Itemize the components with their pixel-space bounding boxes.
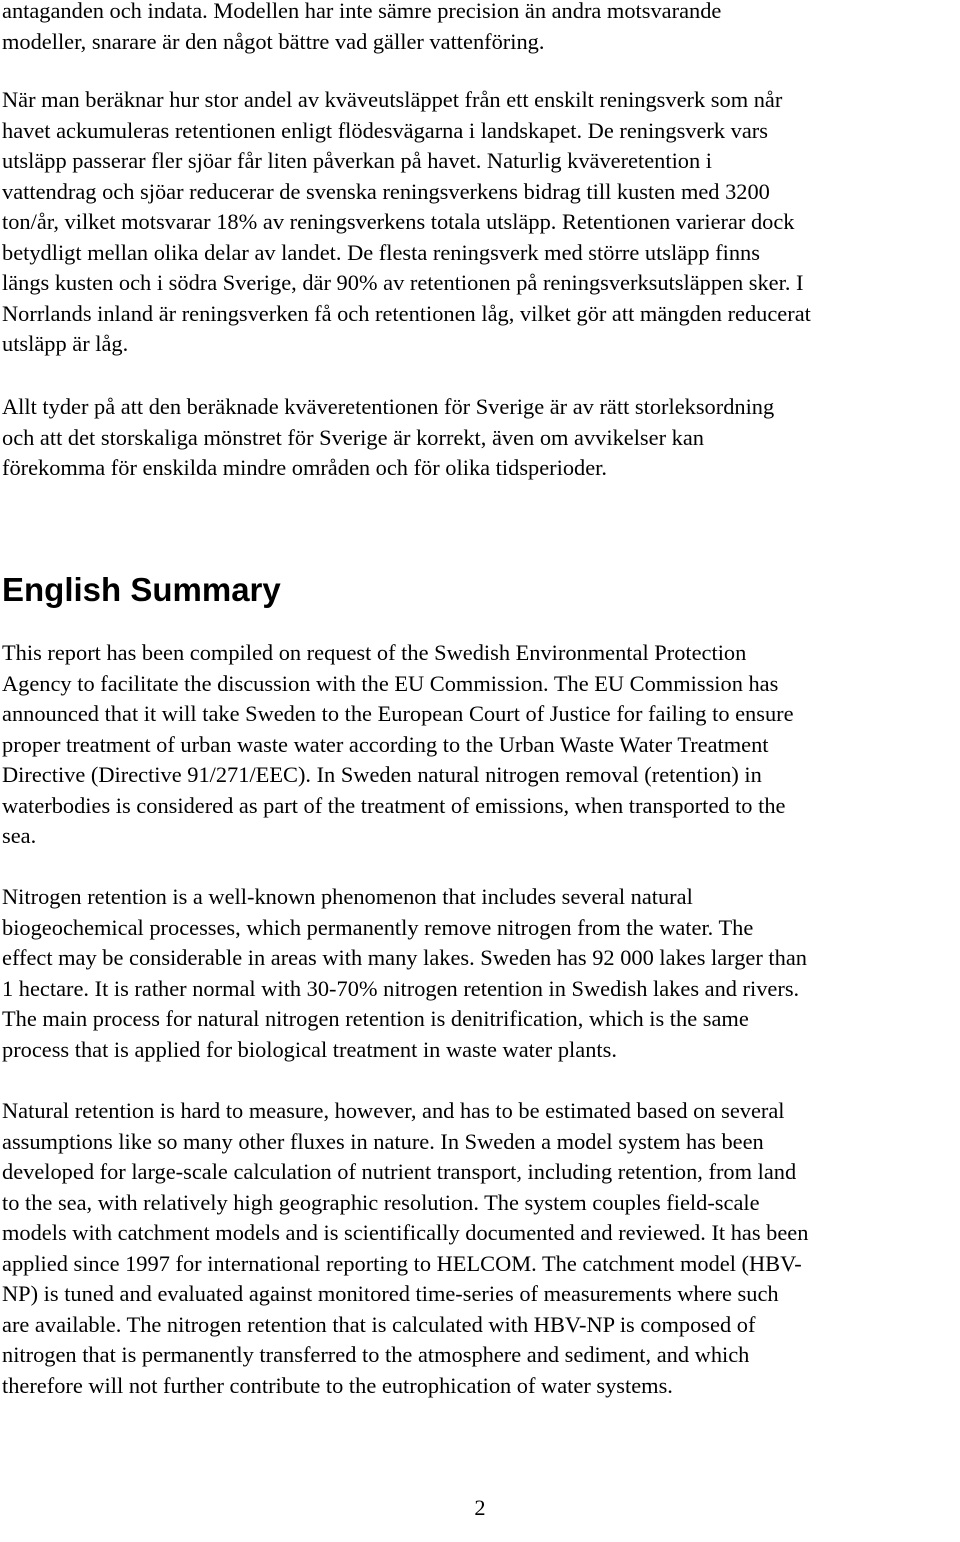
text-line: Norrlands inland är reningsverken få och retentionen låg, vilket gör att mängden reducerat: [2, 300, 811, 326]
text-line: betydligt mellan olika delar av landet. De flesta reningsverk med större utsläpp finns: [2, 239, 760, 265]
text-line: models with catchment models and is scientifically documented and reviewed. It has been: [2, 1220, 809, 1245]
text-line: havet ackumuleras retentionen enligt flödesvägarna i landskapet. De reningsverk vars: [2, 117, 768, 143]
text-line: 1 hectare. It is rather normal with 30-70% nitrogen retention in Swedish lakes and rivers.: [2, 975, 800, 1001]
text-line: Natural retention is hard to measure, however, and has to be estimated based on several: [2, 1098, 785, 1123]
text-line: assumptions like so many other fluxes in nature. In Sweden a model system has been: [2, 1128, 764, 1154]
text-line: utsläpp är låg.: [2, 331, 129, 356]
text-line: modeller, snarare är den något bättre vad gäller vattenföring.: [2, 28, 545, 54]
text-line: NP) is tuned and evaluated against monitored time-series of measurements where such: [2, 1281, 779, 1306]
text-line: process that is applied for biological treatment in waste water plants.: [2, 1036, 617, 1062]
swedish-paragraph-1: [2, 0, 721, 57]
text-line: När man beräknar hur stor andel av kväveutsläppet från ett enskilt reningsverk som når: [2, 87, 783, 112]
english-paragraph-3: [2, 1096, 808, 1401]
text-line: are available. The nitrogen retention that is calculated with HBV-NP is composed of: [2, 1311, 756, 1337]
text-line: Directive (Directive 91/271/EEC). In Sweden natural nitrogen removal (retention) in: [2, 762, 762, 787]
english-paragraph-1: [2, 638, 794, 852]
text-line: applied since 1997 for international reporting to HELCOM. The catchment model (HBV-: [2, 1250, 802, 1276]
text-line: This report has been compiled on request of the Swedish Environmental Protection: [2, 640, 747, 665]
text-line: waterbodies is considered as part of the treatment of emissions, when transported to the: [2, 792, 786, 818]
text-line: The main process for natural nitrogen retention is denitrification, which is the same: [2, 1006, 749, 1031]
text-line: proper treatment of urban waste water according to the Urban Waste Water Treatment: [2, 731, 769, 757]
text-line: Agency to facilitate the discussion with the EU Commission. The EU Commission has: [2, 670, 779, 696]
text-line: Allt tyder på att den beräknade kväveretentionen för Sverige är av rätt storleksordning: [2, 394, 775, 419]
text-line: utsläpp passerar fler sjöar får liten påverkan på havet. Naturlig kväveretention i: [2, 148, 712, 173]
text-line: längs kusten och i södra Sverige, där 90% av retentionen på reningsverksutsläppen sker. I: [2, 270, 804, 295]
text-line: effect may be considerable in areas with many lakes. Sweden has 92 000 lakes larger than: [2, 945, 807, 970]
text-line: sea.: [2, 823, 37, 848]
swedish-paragraph-3: [2, 392, 774, 484]
text-line: vattendrag och sjöar reducerar de svenska reningsverkens bidrag till kusten med 3200: [2, 178, 770, 204]
english-paragraph-2: [2, 882, 807, 1065]
section-heading: English Summary: [2, 571, 281, 608]
text-line: antaganden och indata. Modellen har inte sämre precision än andra motsvarande: [2, 0, 722, 23]
text-line: Nitrogen retention is a well-known phenomenon that includes several natural: [2, 884, 693, 909]
text-line: announced that it will take Sweden to the European Court of Justice for failing to ensure: [2, 701, 794, 726]
text-line: ton/år, vilket motsvarar 18% av reningsverkens totala utsläpp. Retentionen varierar dock: [2, 209, 795, 234]
text-line: nitrogen that is permanently transferred to the atmosphere and sediment, and which: [2, 1342, 750, 1367]
text-line: förekomma för enskilda mindre områden och för olika tidsperioder.: [2, 455, 607, 480]
text-line: developed for large-scale calculation of nutrient transport, including retention, from land: [2, 1159, 797, 1184]
text-line: to the sea, with relatively high geographic resolution. The system couples field-scale: [2, 1189, 760, 1215]
swedish-paragraph-2: [2, 85, 811, 360]
text-line: och att det storskaliga mönstret för Sverige är korrekt, även om avvikelser kan: [2, 424, 704, 450]
text-line: biogeochemical processes, which permanently remove nitrogen from the water. The: [2, 914, 754, 940]
page-number: 2: [474, 1495, 486, 1520]
text-line: therefore will not further contribute to the eutrophication of water systems.: [2, 1372, 673, 1398]
